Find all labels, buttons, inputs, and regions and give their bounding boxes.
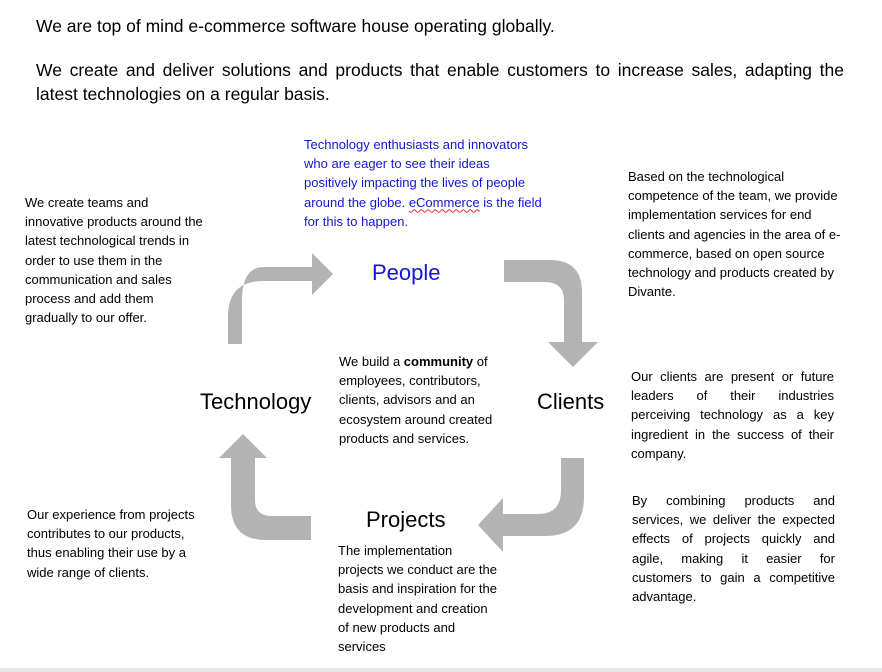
note-projects: The implementation projects we conduct are the basis and inspiration for the development and creation of new products and services <box>338 543 497 655</box>
note-center-bold: community <box>403 354 474 369</box>
note-people-text-2: is the field for this to happen. <box>304 194 542 229</box>
intro-line-2: We create and deliver solutions and products that enable customers to increase sales, adapting the latest technologies on a regular basis. <box>36 60 844 104</box>
note-clients: Our clients are present or future leaders of their industries perceiving technology as a key ingredient in the success of their company. <box>631 369 834 461</box>
arrow-people-to-clients-icon <box>504 260 598 367</box>
bottom-divider <box>0 668 882 672</box>
intro-line-1: We are top of mind e-commerce software house operating globally. <box>36 16 555 36</box>
node-technology: Technology <box>200 389 312 414</box>
note-center-text-1: We build a <box>339 354 404 369</box>
note-center-text-2: of employees, contributors, clients, advisors and an ecosystem around created products and services. <box>339 354 493 446</box>
arrow-projects-to-technology-icon <box>219 434 311 540</box>
note-people-text-1: Technology enthusiasts and innovators who are eager to see their ideas positively impacting the lives of people around the globe. <box>304 137 529 210</box>
note-technology-lower: Our experience from projects contributes to our products, thus enabling their use by a wide range of clients. <box>27 507 195 580</box>
node-clients: Clients <box>537 389 605 414</box>
note-people-highlight: eCommerce <box>408 194 480 210</box>
arrow-clients-to-projects-icon <box>478 458 584 552</box>
note-people <box>304 135 542 231</box>
note-center <box>339 352 507 448</box>
node-projects: Projects <box>366 507 446 532</box>
arrow-technology-to-people-icon <box>228 253 333 344</box>
note-clients-lower: By combining products and services, we deliver the expected effects of projects quickly and agile, making it easier for customers to gain a competitive advantage. <box>632 493 835 605</box>
node-people: People <box>372 260 441 285</box>
note-technology-upper: We create teams and innovative products around the latest technological trends in order to use them in the communication and sales process and add them gradually to our offer. <box>25 195 203 326</box>
note-people-right: Based on the technological competence of the team, we provide implementation services for end clients and agencies in the area of e-commerce, based on open source technology and products created by Divante. <box>628 169 841 300</box>
